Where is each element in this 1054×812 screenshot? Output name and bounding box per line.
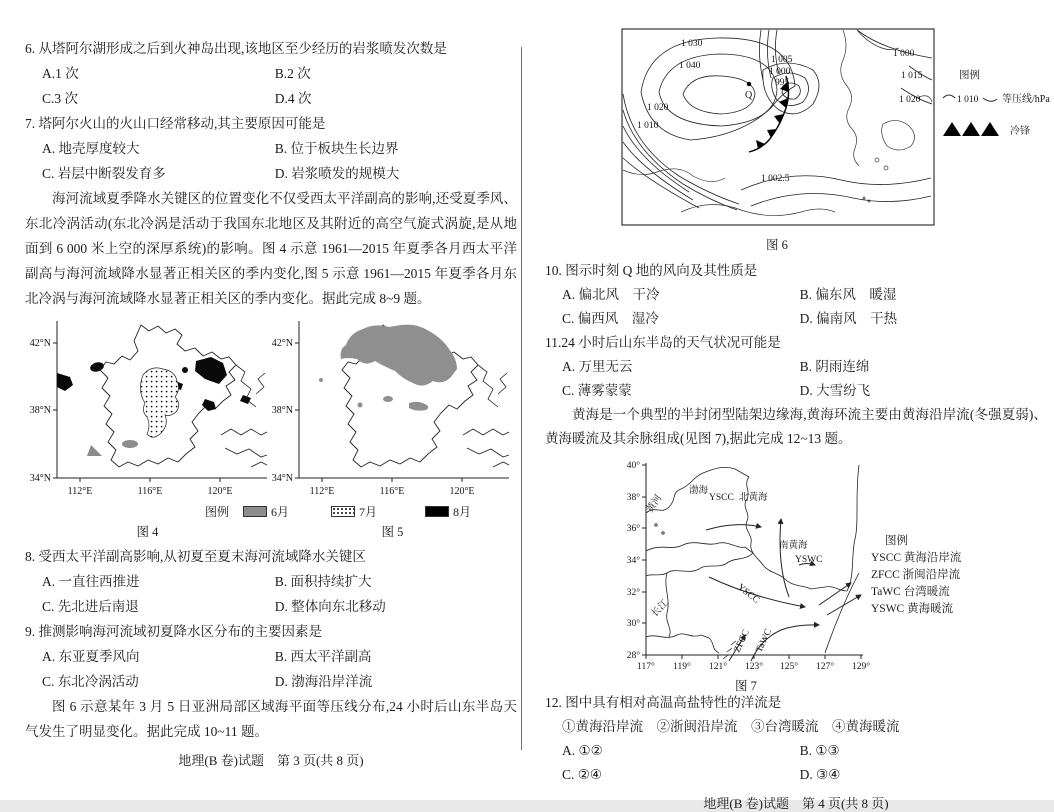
- svg-text:119°: 119°: [673, 662, 691, 672]
- svg-text:995: 995: [775, 78, 790, 88]
- options: [25, 569, 517, 619]
- axis-tick: 38°N: [29, 405, 51, 416]
- axis-tick: 120°E: [207, 486, 233, 497]
- option-b: B. 阴雨连绵: [799, 359, 870, 374]
- legend-item: YSWC 黄海暖流: [871, 603, 954, 615]
- svg-text:1 000: 1 000: [893, 49, 915, 59]
- option-b: B. 偏东风 暖湿: [799, 287, 897, 302]
- question-12: [545, 691, 1047, 787]
- legend-title: 图例: [885, 535, 908, 547]
- figure-7-map: [611, 455, 881, 671]
- svg-text:1 020: 1 020: [899, 95, 921, 105]
- question-stem: 11.24 小时后山东半岛的天气状况可能是: [545, 335, 781, 350]
- svg-text:38°: 38°: [626, 493, 640, 503]
- option-d: D. ③④: [799, 767, 841, 782]
- page-4-column: [545, 28, 1050, 812]
- option-c: C. 薄雾蒙蒙: [562, 383, 632, 398]
- question-stem: 8. 受西太平洋副高影响,从初夏至夏末海河流域降水关键区: [25, 549, 366, 564]
- legend-item: YSCC 黄海沿岸流: [871, 552, 962, 564]
- axis-tick: 112°E: [309, 486, 335, 497]
- svg-text:1 015: 1 015: [901, 71, 923, 81]
- page-4-footer: 地理(B 卷)试题 第 4 页(共 8 页): [703, 796, 889, 811]
- option-a: A. ①②: [562, 743, 603, 758]
- question-stem: 12. 图中具有相对高温高盐特性的洋流是: [545, 695, 782, 710]
- option-d: D. 大雪纷飞: [799, 383, 871, 398]
- passage-haihe: 海河流域夏季降水关键区的位置变化不仅受西太平洋副高的影响,还受夏季风、东北冷涡活动(东北冷涡是活动于我国东北地区及其附近的高空气旋式涡旋,是从地面到 6 000 米上空的深厚系统)的影响。图 4 示意 1961—2015 年夏季各月西太平洋副高与海河流域降水显著正相关区的季内变化,图 5 示意 1961—2015 年夏季各月东北冷涡与海河流域降水显著正相关区的季内变化。据此完成 8~9 题。: [25, 191, 517, 306]
- option-a: A. 万里无云: [562, 359, 633, 374]
- option-a: A. 地壳厚度较大: [42, 141, 140, 156]
- question-stem: 7. 塔阿尔火山的火山口经常移动,其主要原因可能是: [25, 116, 326, 131]
- question-stem: 10. 图示时刻 Q 地的风向及其性质是: [545, 263, 758, 278]
- map-labels: [644, 484, 823, 654]
- svg-text:南黄海: 南黄海: [779, 541, 808, 551]
- august-swatch: [425, 506, 449, 517]
- option-c: C. 偏西风 湿冷: [562, 311, 659, 326]
- svg-text:1 040: 1 040: [679, 61, 701, 71]
- coastline: [463, 365, 509, 467]
- options: [25, 61, 517, 111]
- option-c: C. 先北进后南退: [42, 599, 139, 614]
- legend-june-label: 6月: [271, 505, 290, 519]
- axis-tick: 42°N: [29, 338, 51, 349]
- figure-6-legend: [943, 68, 1050, 137]
- point-q-dot: [747, 82, 751, 86]
- question-11: [545, 331, 1047, 403]
- option-b: B. 面积持续扩大: [274, 574, 372, 589]
- question-6: [25, 36, 517, 111]
- svg-text:ZFCC: ZFCC: [732, 628, 752, 655]
- figure-captions-row: [25, 520, 517, 540]
- options: [545, 283, 1047, 331]
- legend-title: 图例: [205, 505, 230, 519]
- legend-august-label: 8月: [453, 505, 472, 519]
- svg-text:TaWC: TaWC: [754, 627, 775, 655]
- june-region: [319, 325, 457, 411]
- figure-4-5-legend: [25, 503, 517, 520]
- svg-text:1 002.5: 1 002.5: [761, 174, 790, 184]
- svg-text:28°: 28°: [626, 651, 640, 661]
- option-b: B.2 次: [274, 66, 311, 81]
- isobar-labels: [637, 39, 923, 184]
- july-region: [140, 368, 178, 437]
- figure-4-5-row: [25, 315, 517, 501]
- question-choices-line: ①黄海沿岸流 ②浙闽沿岸流 ③台湾暖流 ④黄海暖流: [562, 719, 900, 734]
- july-swatch: [331, 506, 355, 517]
- svg-text:123°: 123°: [744, 662, 764, 672]
- cold-front-sample: [943, 122, 999, 136]
- option-a: A. 偏北风 干冷: [562, 287, 660, 302]
- svg-text:36°: 36°: [626, 524, 640, 534]
- figure-7-legend: [871, 533, 961, 618]
- x-axis-ticks: [637, 661, 870, 672]
- axis-tick: 112°E: [67, 486, 93, 497]
- svg-text:YSCC: YSCC: [709, 493, 734, 503]
- axis-tick: 42°N: [271, 338, 293, 349]
- svg-text:YSCC: YSCC: [735, 582, 761, 606]
- svg-text:125°: 125°: [779, 662, 799, 672]
- figure-7: [545, 455, 1047, 693]
- y-axis-ticks: [627, 460, 641, 661]
- svg-text:121°: 121°: [708, 662, 728, 672]
- axis-tick: 38°N: [271, 405, 293, 416]
- axis-tick: 116°E: [379, 486, 405, 497]
- legend-title: 图例: [959, 70, 980, 81]
- option-b: B. ①③: [799, 743, 840, 758]
- option-d: D. 整体向东北移动: [274, 599, 386, 614]
- svg-text:黄河: 黄河: [645, 493, 665, 515]
- option-d: D.4 次: [274, 91, 312, 106]
- isobar-sample-value: 1 010: [957, 95, 979, 105]
- figure-6: [545, 28, 1050, 253]
- svg-text:YSWC: YSWC: [795, 555, 823, 565]
- june-swatch: [243, 506, 267, 517]
- question-8: [25, 544, 517, 619]
- options: [25, 136, 517, 186]
- legend-item: TaWC 台湾暖流: [871, 586, 950, 598]
- june-patches: [87, 440, 138, 456]
- svg-text:长江: 长江: [650, 598, 671, 620]
- option-c: C. 岩层中断裂发育多: [42, 166, 166, 181]
- option-c: C. 东北冷涡活动: [42, 674, 139, 689]
- figure-5-caption: 图 5: [381, 525, 404, 539]
- page-3-footer: 地理(B 卷)试题 第 3 页(共 8 页): [178, 753, 364, 768]
- svg-text:1 010: 1 010: [637, 121, 659, 131]
- axis-tick: 34°N: [29, 473, 51, 484]
- question-stem: 9. 推测影响海河流域初夏降水区分布的主要因素是: [25, 624, 322, 639]
- legend-item: ZFCC 浙闽沿岸流: [871, 569, 961, 581]
- legend-july-label: 7月: [359, 505, 378, 519]
- question-10: [545, 259, 1047, 331]
- option-b: B. 位于板块生长边界: [274, 141, 399, 156]
- option-c: C. ②④: [562, 767, 602, 782]
- option-d: D. 岩浆喷发的规模大: [274, 166, 400, 181]
- option-d: D. 渤海沿岸洋流: [274, 674, 373, 689]
- option-d: D. 偏南风 干热: [799, 311, 898, 326]
- svg-text:40°: 40°: [626, 461, 640, 471]
- options: [25, 644, 517, 694]
- passage-yellow-sea: 黄海是一个典型的半封闭型陆架边缘海,黄海环流主要由黄海沿岸流(冬强夏弱)、黄海暖流及其余脉组成(见图 7),据此完成 12~13 题。: [545, 407, 1047, 446]
- figure-4-map: [25, 315, 270, 501]
- figure-5-map: [267, 315, 512, 501]
- coastline: [221, 365, 267, 467]
- axis-tick: 116°E: [137, 486, 163, 497]
- svg-text:北黄海: 北黄海: [739, 493, 768, 503]
- question-7: [25, 111, 517, 186]
- svg-text:1 020: 1 020: [647, 103, 669, 113]
- svg-text:渤海: 渤海: [689, 486, 709, 496]
- svg-text:32°: 32°: [626, 588, 640, 598]
- option-a: A.1 次: [42, 66, 79, 81]
- question-stem: 6. 从塔阿尔湖形成之后到火神岛出现,该地区至少经历的岩浆喷发次数是: [25, 41, 447, 56]
- svg-text:1 000: 1 000: [769, 67, 791, 77]
- isobar-legend-label: 等压线/hPa: [1002, 94, 1050, 105]
- figure-6-caption: 图 6: [766, 238, 788, 252]
- axis-tick: 120°E: [449, 486, 475, 497]
- svg-text:129°: 129°: [851, 662, 871, 672]
- options: [545, 739, 1047, 787]
- svg-text:1 030: 1 030: [681, 39, 703, 49]
- figure-7-caption: 图 7: [735, 679, 757, 693]
- question-9: [25, 619, 517, 694]
- cold-front-legend-label: 冷锋: [1010, 126, 1030, 137]
- option-b: B. 西太平洋副高: [274, 649, 372, 664]
- options: [545, 355, 1047, 403]
- page-3-column: [25, 36, 517, 769]
- option-a: A. 东亚夏季风向: [42, 649, 140, 664]
- option-c: C.3 次: [42, 91, 79, 106]
- passage-fig6: 图 6 示意某年 3 月 5 日亚洲局部区域海平面等压线分布,24 小时后山东半岛天气发生了明显变化。据此完成 10~11 题。: [25, 699, 517, 739]
- svg-text:34°: 34°: [626, 556, 640, 566]
- page-divider: [521, 47, 522, 750]
- svg-text:1 005: 1 005: [771, 55, 793, 65]
- figure-6-map: [621, 28, 1049, 228]
- option-a: A. 一直往西推进: [42, 574, 140, 589]
- svg-text:127°: 127°: [815, 662, 835, 672]
- svg-text:30°: 30°: [626, 619, 640, 629]
- figure-4-caption: 图 4: [136, 525, 159, 539]
- point-q-label: Q: [745, 90, 753, 101]
- svg-text:117°: 117°: [637, 662, 655, 672]
- axis-tick: 34°N: [271, 473, 293, 484]
